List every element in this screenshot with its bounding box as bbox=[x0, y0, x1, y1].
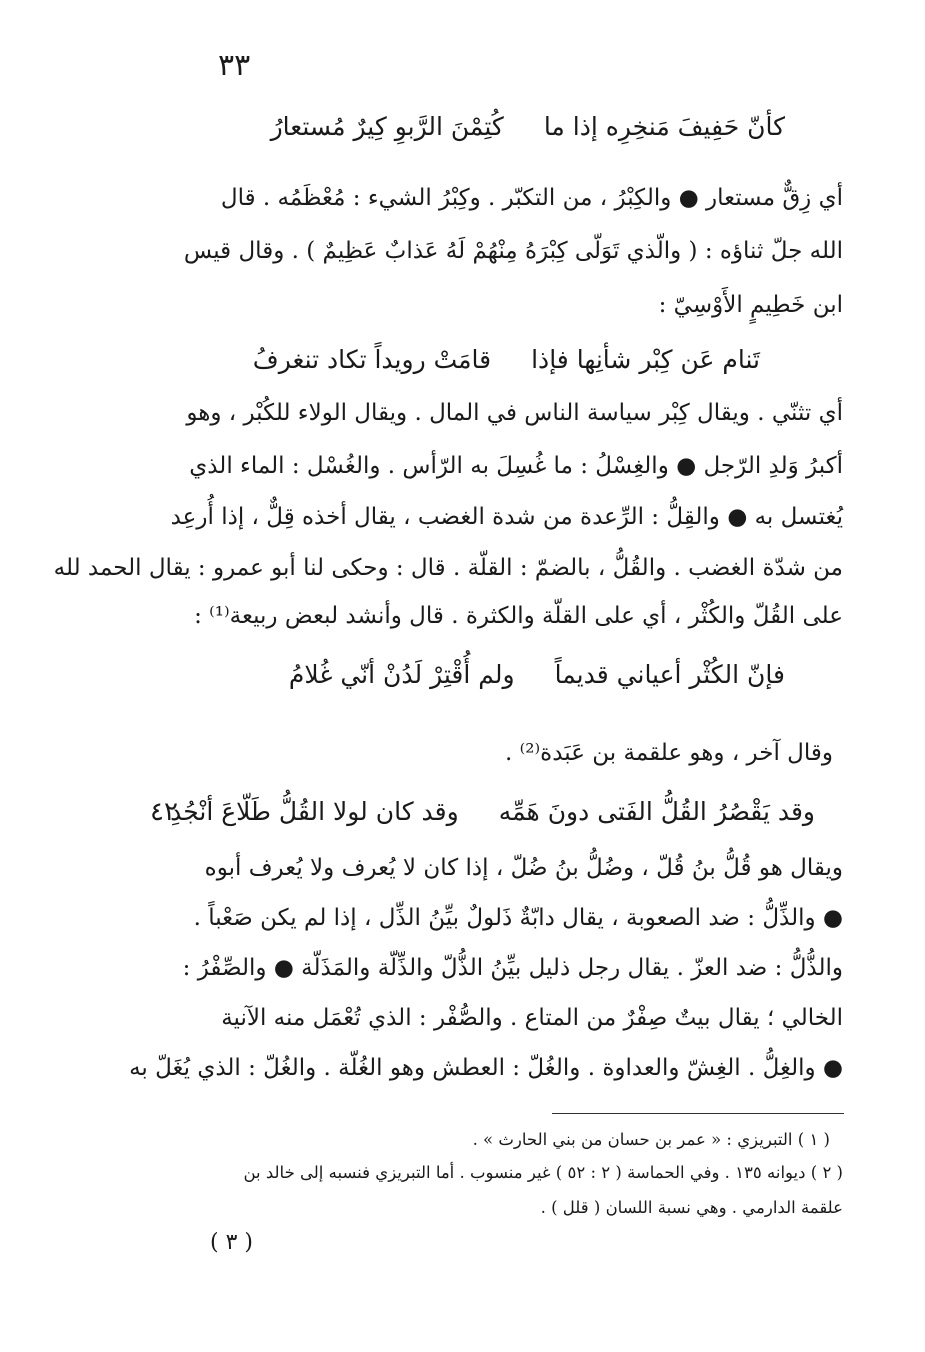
verse-3-first-hemistich: فإنّ الكُثْر أعياني قديماً bbox=[554, 660, 785, 689]
paragraph-2-line-2: أكبرُ وَلدِ الرّجل ● والغِسْلُ : ما غُسِلَ به الرّأس . والغُسْل : الماء الذي bbox=[189, 453, 843, 479]
paragraph-2-line-1: أي تثنّي . ويقال كِبْر سياسة الناس في المال . ويقال الولاء للكُبْر ، وهو bbox=[186, 400, 843, 426]
margin-number: ٤٢ bbox=[150, 797, 178, 827]
paragraph-3-line-2: ● والذِّلُّ : ضد الصعوبة ، يقال دابّةٌ ذَلولٌ بيِّنُ الذِّل ، إذا لم يكن صَعْباً . bbox=[193, 905, 843, 931]
verse-2 bbox=[253, 345, 760, 374]
paragraph-2-line-4: من شدّة الغضب . والقُلُّ ، بالضمّ : القلّة . قال : وحكى لنا أبو عمرو : يقال الحمد لله bbox=[53, 555, 843, 581]
footnote-1: ( ١ ) التبريزي : « عمر بن حسان من بني الحارث » . bbox=[472, 1130, 830, 1149]
verse-4-second-hemistich: وقد كان لولا القُلُّ طَلّاعَ أنْجُدِ bbox=[170, 797, 459, 826]
paragraph-1-line-3: ابن خَطِيمٍ الأَوْسِيّ : bbox=[658, 292, 843, 318]
paragraph-1-line-2: الله جلّ ثناؤه : ( والّذي تَوَلّى كِبْرَهُ مِنْهُمْ لَهُ عَذابٌ عَظِيمٌ ) . وقال قيس bbox=[183, 238, 843, 264]
verse-2-first-hemistich: تَنام عَن كِبْر شأنِها فإذا bbox=[531, 345, 760, 374]
footnote-2-line-2: علقمة الدارمي . وهي نسبة اللسان ( قلل ) . bbox=[540, 1198, 843, 1217]
paragraph-3-line-5: ● والغِلُّ . الغِشّ والعداوة . والغُلّ : العطش وهو الغُلّة . والغُلّ : الذي يُغَلّ به bbox=[129, 1055, 843, 1081]
verse-1 bbox=[271, 112, 785, 141]
verse-1-first-hemistich: كأنّ حَفِيفَ مَنخِرِه إذا ما bbox=[543, 112, 785, 141]
verse-3 bbox=[289, 660, 785, 689]
intro-line: وقال آخر ، وهو علقمة بن عَبَدة⁽²⁾ . bbox=[505, 740, 833, 766]
verse-2-second-hemistich: قامَتْ رويداً تكاد تنغرفُ bbox=[252, 345, 492, 374]
verse-1-second-hemistich: كُتِمْنَ الرَّبوِ كِيرٌ مُستعارُ bbox=[270, 112, 504, 141]
signature-mark: ( ٣ ) bbox=[210, 1230, 253, 1255]
verse-4-first-hemistich: وقد يَقْصُرُ القُلُّ الفَتى دونَ هَمِّه bbox=[498, 797, 815, 826]
verse-4 bbox=[170, 797, 815, 826]
page-number: ٣٣ bbox=[218, 48, 251, 83]
paragraph-1-line-1: أي زِقٌّ مستعار ● والكِبْرُ ، من التكبّر . وكِبْرُ الشيء : مُعْظَمُه . قال bbox=[220, 185, 843, 211]
paragraph-2-line-3: يُغتسل به ● والقِلُّ : الرِّعدة من شدة الغضب ، يقال أخذه قِلٌّ ، إذا أُرعِد bbox=[170, 504, 843, 530]
verse-3-second-hemistich: ولم أُقْتِرْ لَدُنْ أنّي غُلامُ bbox=[288, 660, 515, 689]
footnote-2-line-1: ( ٢ ) ديوانه ١٣٥ . وفي الحماسة ( ٢ : ٥٢ ) غير منسوب . أما التبريزي فنسبه إلى خالد بن bbox=[243, 1163, 843, 1182]
footnote-divider bbox=[552, 1113, 844, 1114]
paragraph-3-line-4: الخالي ؛ يقال بيتٌ صِفْرٌ من المتاع . والصُّفْر : الذي تُعْمَل منه الآنية bbox=[221, 1005, 843, 1031]
paragraph-2-line-5: على القُلّ والكُثْر ، أي على القلّة والكثرة . قال وأنشد لبعض ربيعة⁽¹⁾ : bbox=[194, 603, 843, 629]
paragraph-3-line-3: والذُّلُّ : ضد العزّ . يقال رجل ذليل بيِّنُ الذُّلّ والذِّلّة والمَذَلّة ● والصِّفْرُ : bbox=[182, 955, 843, 981]
paragraph-3-line-1: ويقال هو قُلُّ بنُ قُلّ ، وضُلُّ بنُ ضُلّ ، إذا كان لا يُعرف ولا يُعرف أبوه bbox=[204, 855, 843, 881]
